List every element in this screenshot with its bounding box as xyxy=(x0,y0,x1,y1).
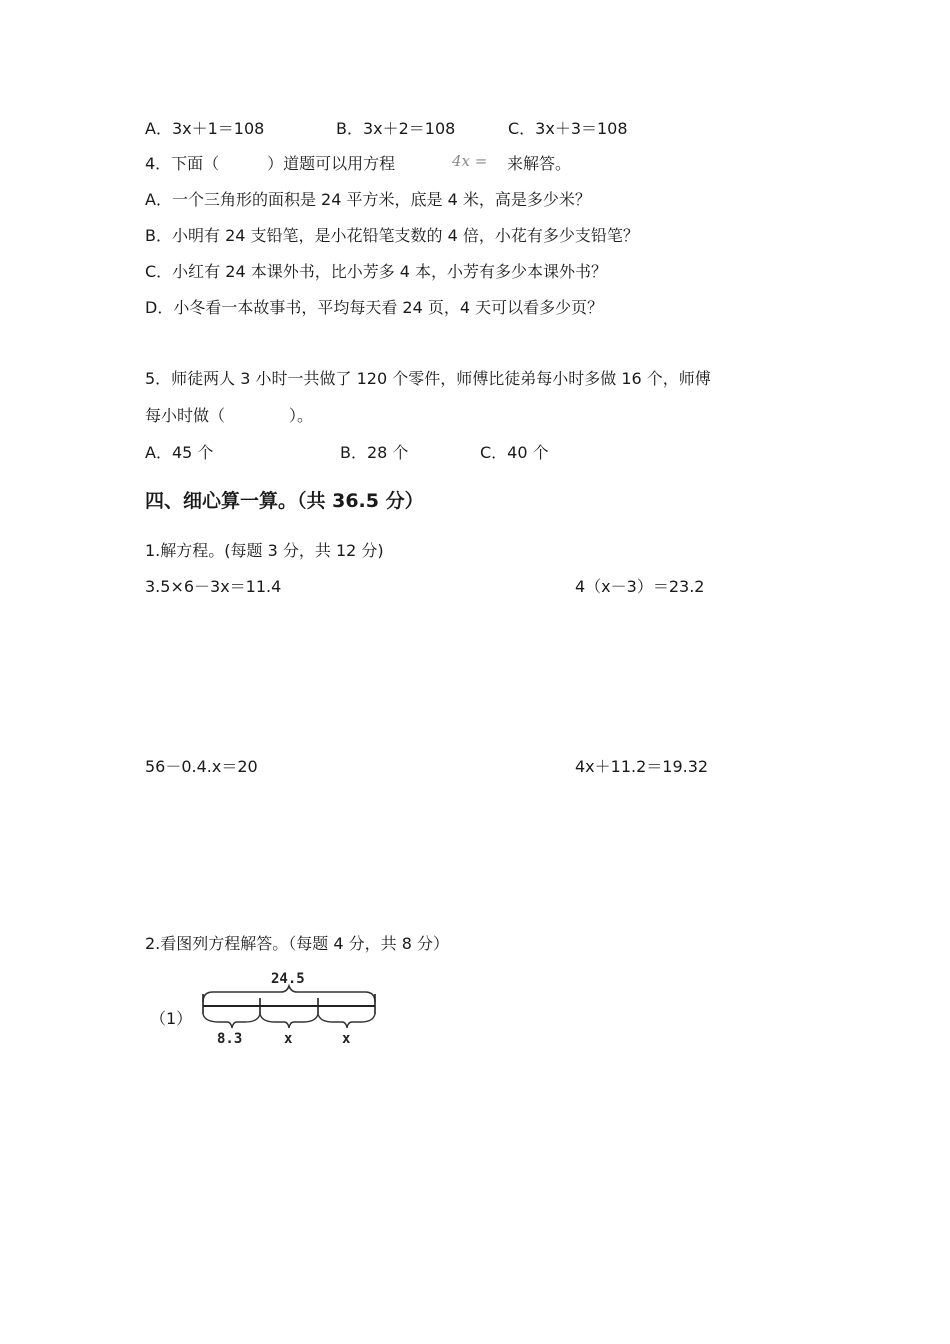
diagram-part3-label: x xyxy=(342,1031,351,1047)
diagram-number: （1） xyxy=(150,1009,193,1028)
segment-diagram xyxy=(195,968,385,1052)
equation-3: 56－0.4.x＝20 xyxy=(145,757,258,776)
q5-stem-line1: 5．师徒两人 3 小时一共做了 120 个零件，师傅比徒弟每小时多做 16 个，师傅 xyxy=(145,369,711,388)
q4-option-b: B．小明有 24 支铅笔，是小花铅笔支数的 4 倍，小花有多少支铅笔？ xyxy=(145,226,639,245)
q3-option-b: B．3x＋2＝108 xyxy=(336,119,456,138)
equation-1: 3.5×6－3x＝11.4 xyxy=(145,577,282,596)
q5-option-a: A．45 个 xyxy=(145,443,214,462)
brace-part3 xyxy=(318,1014,375,1028)
equation-4: 4x＋11.2＝19.32 xyxy=(575,757,709,776)
sub1-title: 1.解方程。(每题 3 分，共 12 分) xyxy=(145,541,384,560)
section4-title: 四、细心算一算。（共 36.5 分） xyxy=(145,490,424,512)
diagram-part1-label: 8.3 xyxy=(217,1031,243,1047)
q5-option-c: C．40 个 xyxy=(480,443,549,462)
q5-stem-line2: 每小时做（ ）。 xyxy=(145,406,314,425)
q4-option-a: A．一个三角形的面积是 24 平方米，底是 4 米，高是多少米？ xyxy=(145,190,591,209)
q3-option-a: A．3x＋1＝108 xyxy=(145,119,265,138)
brace-part1 xyxy=(203,1014,260,1028)
sub2-title: 2.看图列方程解答。（每题 4 分，共 8 分） xyxy=(145,934,449,953)
q5-option-b: B．28 个 xyxy=(340,443,409,462)
q4-option-d: D．小冬看一本故事书，平均每天看 24 页，4 天可以看多少页？ xyxy=(145,298,604,317)
diagram-part2-label: x xyxy=(284,1031,293,1047)
q4-stem-before: 4．下面（ ）道题可以用方程 xyxy=(145,154,396,173)
brace-part2 xyxy=(260,1014,318,1028)
diagram-total-label: 24.5 xyxy=(271,971,305,987)
top-brace xyxy=(203,986,375,1002)
q4-option-c: C．小红有 24 本课外书，比小芳多 4 本，小芳有多少本课外书？ xyxy=(145,262,608,281)
q4-equation: 4x = xyxy=(452,152,488,170)
equation-2: 4（x－3）＝23.2 xyxy=(575,577,705,596)
q3-option-c: C．3x＋3＝108 xyxy=(508,119,628,138)
q4-stem-after: 来解答。 xyxy=(507,154,572,173)
